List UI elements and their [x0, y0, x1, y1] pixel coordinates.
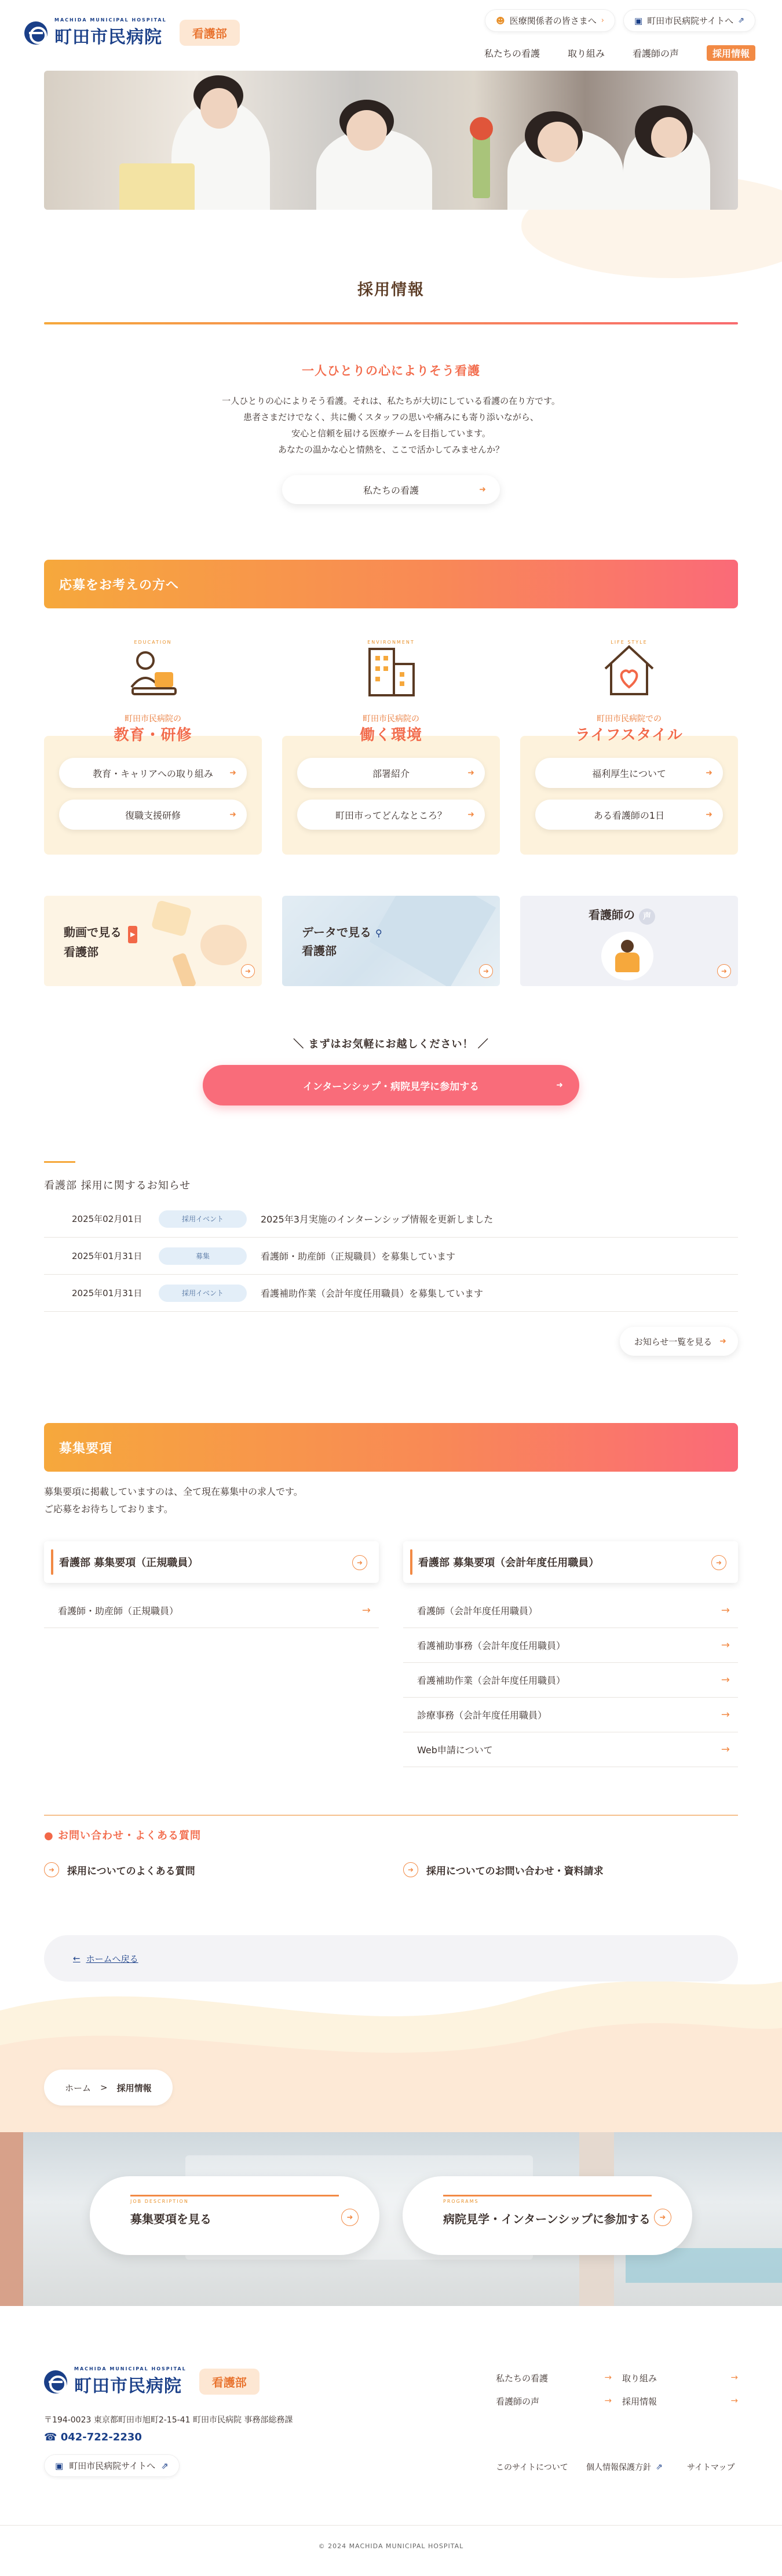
category-panel [520, 736, 738, 855]
recruit-column-head[interactable] [44, 1541, 379, 1583]
recruit-column-title: 看護部 募集要項（会計年度任用職員） [418, 1557, 600, 1569]
footer-about-link[interactable] [496, 2461, 568, 2473]
footer-nav-initiatives[interactable] [622, 2372, 738, 2384]
nurse-avatar [601, 932, 653, 980]
tile-label-line1: 動画で見る [64, 925, 122, 939]
button-label: 福利厚生について [592, 768, 666, 779]
nurse-face [346, 110, 387, 151]
hospital-site-link-label: 町田市民病院サイトへ [647, 16, 734, 26]
arrow-circle-icon: ➜ [44, 1862, 59, 1877]
site-logo[interactable] [24, 17, 240, 48]
footer-nav-label: 採用情報 [622, 2396, 657, 2407]
return-training-button[interactable] [59, 800, 247, 830]
card-label: 募集要項を見る [130, 2212, 211, 2226]
tile-label-line2: 看護部 [64, 945, 98, 959]
arrow-right-icon: ➜ [229, 810, 236, 819]
arrow-circle-icon: ➜ [717, 964, 731, 978]
tile-label [302, 924, 382, 959]
arrow-right-icon: → [721, 1639, 730, 1651]
tile-deco [200, 925, 247, 965]
building-icon [359, 637, 423, 702]
button-label: 教育・キャリアへの取り組み [93, 768, 213, 779]
news-date: 2025年01月31日 [72, 1288, 142, 1298]
lead-line: あなたの温かな心と情熱を、ここで活かしてみませんか？ [277, 444, 504, 455]
category-en: ENVIRONMENT [367, 640, 415, 645]
footer-nav-voices[interactable] [496, 2395, 612, 2407]
nav-item-initiatives[interactable]: 取り組み [567, 48, 605, 59]
hero-image [44, 71, 738, 210]
footer-nav-label: 看護師の声 [496, 2396, 540, 2407]
footer-tel[interactable] [44, 2431, 142, 2443]
recruit-item[interactable] [403, 1698, 738, 1732]
internship-cta-button[interactable] [203, 1065, 579, 1105]
arrow-right-icon: ➜ [706, 768, 712, 778]
arrow-right-icon: → [721, 1709, 730, 1721]
faq-link-label: 採用についてのよくある質問 [67, 1865, 195, 1877]
news-text: 2025年3月実施のインターンシップ情報を更新しました [261, 1214, 494, 1225]
hospital-logo-icon [44, 2370, 67, 2393]
recruit-item[interactable] [403, 1628, 738, 1663]
clipboard-shape [119, 163, 195, 210]
monitor-icon: ▣ [634, 15, 643, 26]
tile-label-line2: 看護部 [302, 944, 337, 958]
programs-card[interactable] [403, 2176, 692, 2255]
category-panel [282, 736, 500, 855]
footer-logo[interactable] [44, 2366, 260, 2397]
button-label: ある看護師の1日 [593, 809, 665, 821]
inquiry-link-label: 採用についてのお問い合わせ・資料請求 [426, 1865, 604, 1877]
footer-address: 〒194-0023 東京都町田市旭町2-15-41 町田市民病院 事務部総務課 [44, 2416, 293, 2425]
page-title: 採用情報 [357, 281, 425, 299]
footer-sub-label: 個人情報保護方針 [586, 2463, 651, 2472]
recruit-item-label: 看護師・助産師（正規職員） [58, 1606, 179, 1617]
arrow-circle-icon: ➜ [241, 964, 255, 978]
recruit-column-title: 看護部 募集要項（正規職員） [59, 1557, 199, 1569]
nurse-face [538, 122, 578, 162]
category-environment [282, 637, 500, 855]
monitor-icon: ▣ [55, 2460, 64, 2471]
external-link-icon: ⇗ [738, 16, 744, 25]
about-machida-button[interactable] [297, 800, 485, 830]
lead-line: 一人ひとりの心によりそう看護。それは、私たちが大切にしている看護の在り方です。 [222, 396, 560, 406]
medical-staff-link-label: 医療関係者の皆さまへ [509, 16, 597, 26]
welfare-button[interactable] [535, 758, 723, 788]
logo-sub: MACHIDA MUNICIPAL HOSPITAL [74, 2366, 187, 2371]
tile-label-line1: 看護師の [589, 908, 635, 922]
casual-invite: ＼ まずはお気軽にお越しください！ ／ [293, 1038, 489, 1050]
lead-body [0, 393, 782, 458]
our-nursing-button-label: 私たちの看護 [363, 484, 419, 496]
arrow-right-icon: ➜ [479, 485, 486, 494]
category-education [44, 637, 262, 855]
tile-deco [171, 953, 196, 986]
top-links [485, 9, 755, 32]
recruit-column-head[interactable] [403, 1541, 738, 1583]
recruit-desc-line: 募集要項に掲載していますのは、全て現在募集中の求人です。 [44, 1486, 303, 1497]
department-badge: 看護部 [199, 2369, 260, 2395]
logo-main: 町田市民病院 [54, 27, 162, 48]
category-name: ライフスタイル [575, 727, 683, 744]
breadcrumb-home[interactable]: ホーム [65, 2082, 92, 2093]
arrow-right-icon: → [721, 1743, 730, 1756]
arrow-circle-icon: ➜ [479, 964, 493, 978]
inquiry-link[interactable] [403, 1862, 604, 1877]
footer-privacy-link[interactable] [586, 2461, 663, 2473]
global-nav [484, 45, 755, 61]
recruit-item-label: 看護補助作業（会計年度任用職員） [417, 1675, 566, 1686]
back-home-link[interactable] [44, 1935, 738, 1982]
category-sub: 町田市民病院の [363, 714, 419, 724]
arrow-circle-icon: ➜ [403, 1862, 418, 1877]
voices-tile[interactable] [520, 896, 738, 986]
recruit-item[interactable] [403, 1732, 738, 1767]
hospital-site-link[interactable] [623, 9, 755, 32]
our-nursing-button[interactable] [282, 475, 500, 504]
footer-divider [0, 2525, 782, 2526]
recruit-item[interactable] [44, 1593, 379, 1628]
news-item[interactable] [44, 1201, 738, 1238]
category-lifestyle [520, 637, 738, 855]
news-text: 看護師・助産師（正規職員）を募集しています [261, 1251, 456, 1262]
copyright: © 2024 MACHIDA MUNICIPAL HOSPITAL [318, 2542, 464, 2550]
arrow-right-icon: → [721, 1674, 730, 1686]
footer-nav-nursing[interactable] [496, 2372, 612, 2384]
breadcrumb-separator: > [100, 2082, 108, 2093]
news-more-label: お知らせ一覧を見る [634, 1336, 712, 1347]
footer-nav-recruit[interactable] [622, 2395, 738, 2407]
footer-sub-label: サイトマップ [687, 2463, 735, 2472]
external-link-icon: ⇗ [656, 2462, 663, 2472]
tile-deco [151, 900, 192, 937]
arrow-circle-icon: ➜ [654, 2209, 671, 2226]
recruit-item-label: Web申請について [417, 1745, 493, 1756]
education-career-button[interactable] [59, 758, 247, 788]
arrow-left-icon: ← [73, 1953, 81, 1964]
arrow-circle-icon: ➜ [711, 1555, 726, 1570]
arrow-right-icon: ➜ [467, 810, 474, 819]
recruit-band: 募集要項 [44, 1423, 738, 1472]
arrow-right-icon: ➜ [467, 768, 474, 778]
arrow-right-icon: ➜ [719, 1337, 726, 1346]
category-name: 教育・研修 [114, 727, 192, 744]
arrow-right-icon: → [721, 1604, 730, 1617]
logo-sub: MACHIDA MUNICIPAL HOSPITAL [54, 17, 167, 23]
recruit-item-label: 診療事務（会計年度任用職員） [417, 1710, 547, 1721]
footer-logo-text [74, 2366, 187, 2397]
department-badge: 看護部 [180, 20, 240, 46]
tile-label-line1: データで見る [302, 925, 371, 939]
arrow-right-icon: → [361, 1604, 371, 1617]
lead-heading: 一人ひとりの心によりそう看護 [302, 364, 480, 378]
avatar-head [621, 940, 634, 953]
news-tag: 採用イベント [159, 1210, 247, 1228]
card-en: PROGRAMS [443, 2195, 652, 2204]
nurse-face [651, 117, 687, 158]
arrow-right-icon: → [604, 2372, 612, 2382]
news-item[interactable] [44, 1275, 738, 1312]
lead-line: 患者さまだけでなく、共に働くスタッフの思いや痛みにも寄り添いながら、 [243, 412, 539, 422]
footer-hospital-site-link[interactable] [44, 2454, 180, 2477]
news-item[interactable] [44, 1238, 738, 1275]
recruit-item-label: 看護補助事務（会計年度任用職員） [417, 1640, 566, 1651]
arrow-right-icon: → [604, 2395, 612, 2406]
arrow-right-icon: ➜ [556, 1081, 563, 1090]
category-en: LIFE STYLE [611, 640, 648, 645]
tile-label-line2: 声 [639, 908, 655, 925]
title-underline [44, 322, 738, 324]
tile-label [589, 906, 655, 925]
job-description-card[interactable] [90, 2176, 379, 2255]
news-tag: 募集 [159, 1247, 247, 1265]
breadcrumb-current: 採用情報 [116, 2082, 152, 2093]
data-tile[interactable] [282, 896, 500, 986]
arrow-right-icon: ➜ [706, 810, 712, 819]
footer-site-label: 町田市民病院サイトへ [69, 2461, 156, 2471]
logo-text [54, 17, 167, 48]
button-label: 部署紹介 [372, 768, 410, 779]
faq-link[interactable] [44, 1862, 195, 1877]
recruit-desc-line: ご応募をお待ちしております。 [44, 1504, 173, 1515]
medical-staff-link[interactable] [485, 9, 615, 32]
category-en: EDUCATION [134, 640, 172, 645]
nurse-face [200, 88, 237, 129]
footer-tel-number: 042-722-2230 [60, 2431, 142, 2443]
button-label: 町田市ってどんなところ？ [335, 809, 447, 821]
arrow-right-icon: ➜ [229, 768, 236, 778]
nav-item-recruit[interactable]: 採用情報 [707, 45, 755, 61]
phone-icon: ☎ [44, 2431, 57, 2443]
nav-item-voices[interactable]: 看護師の声 [632, 48, 679, 59]
tile-deco [370, 896, 496, 986]
footer-sitemap-link[interactable] [687, 2461, 735, 2473]
news-date: 2025年01月31日 [72, 1251, 142, 1261]
news-text: 看護補助作業（会計年度任用職員）を募集しています [261, 1288, 484, 1299]
wave-background [0, 1958, 782, 2132]
education-icon [121, 637, 185, 702]
news-tag: 採用イベント [159, 1285, 247, 1302]
breadcrumb [44, 2070, 173, 2106]
category-panel [44, 736, 262, 855]
news-date: 2025年02月01日 [72, 1214, 142, 1224]
button-label: 復職支援研修 [125, 809, 181, 821]
site-header [0, 0, 782, 70]
arrow-circle-icon: ➜ [341, 2209, 359, 2226]
back-home-label: ホームへ戻る [86, 1953, 138, 1964]
contact-divider [44, 1815, 738, 1816]
tulip-flower [470, 117, 493, 140]
news-deco-line [44, 1161, 75, 1163]
logo-main: 町田市民病院 [74, 2376, 182, 2396]
recruit-item[interactable] [403, 1593, 738, 1628]
recruit-item-label: 看護師（会計年度任用職員） [417, 1606, 538, 1617]
department-intro-button[interactable] [297, 758, 485, 788]
footer-sub-label: このサイトについて [496, 2463, 568, 2472]
tile-label [64, 924, 137, 961]
news-more-button[interactable] [620, 1327, 738, 1356]
play-icon: ▶ [128, 926, 137, 943]
apply-band: 応募をお考えの方へ [44, 560, 738, 608]
footer-nav-label: 取り組み [622, 2373, 657, 2384]
contact-title-text: お問い合わせ・よくある質問 [58, 1830, 201, 1842]
category-sub: 町田市民病院での [597, 714, 662, 724]
nav-item-nursing[interactable]: 私たちの看護 [484, 48, 540, 59]
person-icon: ☻ [496, 15, 505, 26]
recruit-item[interactable] [403, 1663, 738, 1698]
card-en: JOB DESCRIPTION [130, 2195, 339, 2204]
footer-nav-label: 私たちの看護 [496, 2373, 549, 2384]
category-name: 働く環境 [359, 727, 422, 744]
search-icon: ⚲ [375, 928, 382, 939]
external-link-icon: ⇗ [161, 2460, 169, 2471]
category-sub: 町田市民病院の [125, 714, 181, 724]
corridor-pillar [0, 2132, 23, 2306]
chevron-right-icon: › [601, 16, 604, 25]
house-heart-icon [597, 637, 661, 702]
contact-title [44, 1827, 201, 1842]
news-title: 看護部 採用に関するお知らせ [44, 1180, 191, 1192]
arrow-right-icon: → [730, 2395, 738, 2406]
arrow-circle-icon: ➜ [352, 1555, 367, 1570]
recruit-description [44, 1483, 303, 1518]
video-tile[interactable] [44, 896, 262, 986]
card-label: 病院見学・インターンシップに参加する [443, 2212, 651, 2226]
avatar-body [615, 953, 640, 972]
dot-icon: ● [44, 1830, 54, 1842]
hospital-logo-icon [24, 21, 47, 45]
internship-cta-label: インターンシップ・病院見学に参加する [302, 1081, 480, 1093]
lead-line: 安心と信頼を届ける医療チームを目指しています。 [291, 428, 491, 439]
nurse-day-button[interactable] [535, 800, 723, 830]
arrow-right-icon: → [730, 2372, 738, 2382]
